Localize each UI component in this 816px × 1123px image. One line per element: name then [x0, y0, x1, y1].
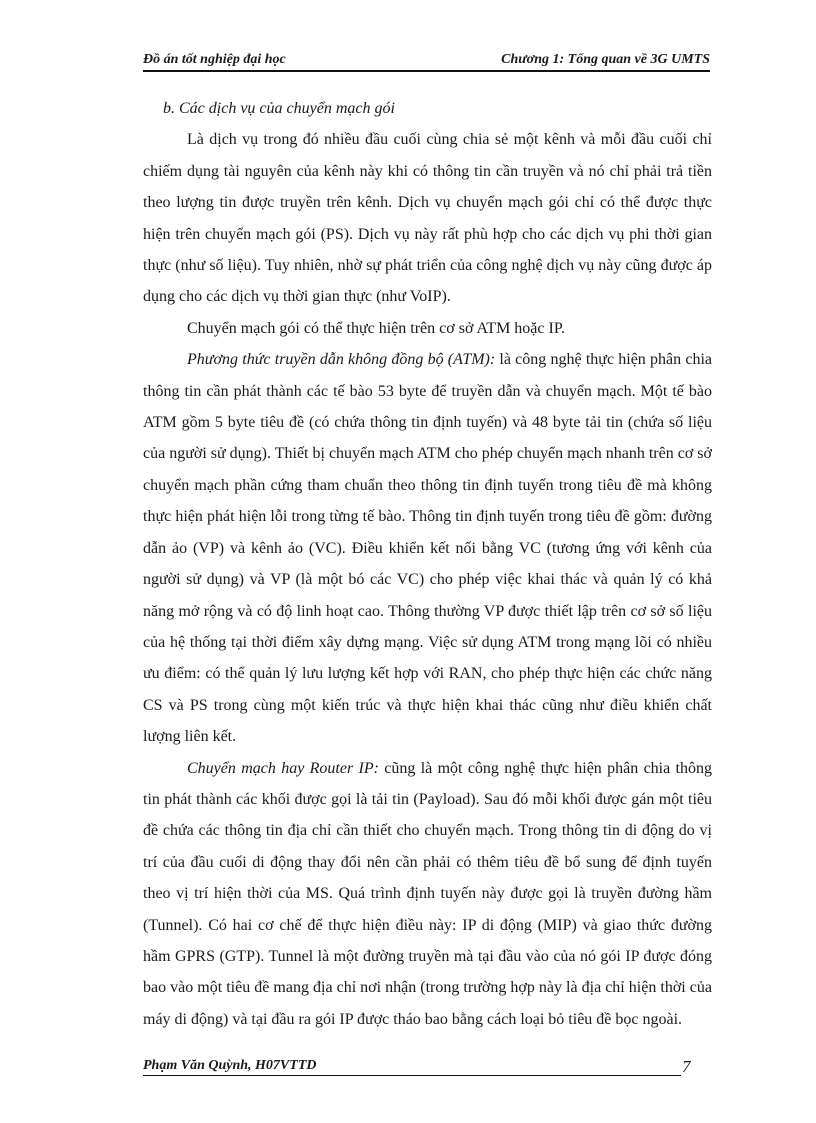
paragraph-router-ip-body: cũng là một công nghệ thực hiện phân chia thông tin phát thành các khối được gọi là tải tin (Payload). Sau đó mỗi khối được gán một tiêu đề chứa các thông tin địa chỉ cần thiết cho chuyển mạch. Trong thông tin di động do vị trí của đầu cuối di động thay đổi nên cần phải có thêm tiêu đề bổ sung để định tuyến theo vị trí hiện thời của MS. Quá trình định tuyến này được gọi là truyền đường hầm (Tunnel). Có hai cơ chế để thực hiện điều này: IP di động (MIP) và giao thức đường hầm GPRS (GTP). Tunnel là một đường truyền mà tại đầu vào của nó gói IP được đóng bao vào một tiêu đề mang địa chỉ nơi nhận (trong trường hợp này là địa chỉ hiện thời của máy di động) và tại đầu ra gói IP được tháo bao bằng cách loại bỏ tiêu đề bọc ngoài.	[143, 759, 713, 1028]
paragraph-atm	[143, 344, 712, 752]
section-title: b. Các dịch vụ của chuyển mạch gói	[163, 100, 395, 117]
paragraph-atm-body: là công nghệ thực hiện phân chia thông tin cần phát thành các tế bào 53 byte để truyền dẫn và chuyển mạch. Một tế bào ATM gồm 5 byte tiêu đề (có chứa thông tin định tuyến) và 48 byte tải tin (chứa số liệu của người sử dụng). Thiết bị chuyển mạch ATM cho phép chuyển mạch nhanh trên cơ sở chuyển mạch phần cứng tham chuẩn theo thông tin định tuyến trong tiêu đề mà không thực hiện phát hiện lỗi trong từng tế bào. Thông tin định tuyến trong tiêu đề gồm: đường dẫn ảo (VP) và kênh ảo (VC). Điều khiển kết nối bằng VC (tương ứng với kênh của người sử dụng) và VP (là một bó các VC) cho phép việc khai thác và quản lý có khả năng mở rộng và có độ linh hoạt cao. Thông thường VP được thiết lập trên cơ sở số liệu của hệ thống tại thời điểm xây dựng mạng. Việc sử dụng ATM trong mạng lõi có nhiều ưu điểm: có thể quản lý lưu lượng kết hợp với RAN, cho phép thực hiện các chức năng CS và PS trong cùng một kiến trúc và thực hiện khai thác cũng như điều khiển chất lượng liên kết.	[143, 351, 712, 746]
paragraph-atm-ip: Chuyển mạch gói có thể thực hiện trên cơ sở ATM hoặc IP.	[187, 319, 565, 337]
footer-author: Phạm Văn Quỳnh, H07VTTD	[143, 1058, 317, 1073]
header-document-title: Đồ án tốt nghiệp đại học	[143, 52, 286, 67]
term-atm: Phương thức truyền dẫn không đồng bộ (ATM):	[187, 351, 496, 369]
page-footer	[143, 1060, 681, 1076]
paragraph-router-ip	[143, 753, 712, 1036]
page-number: 7	[682, 1057, 691, 1076]
paragraph-intro: Là dịch vụ trong đó nhiều đầu cuối cùng chia sẻ một kênh và mỗi đầu cuối chỉ chiếm dụng tài nguyên của kênh này khi có thông tin cần truyền và nó chỉ phải trả tiền theo lượng tin được truyền trên kênh. Dịch vụ chuyển mạch gói chỉ có thể được thực hiện trên chuyển mạch gói (PS). Dịch vụ này rất phù hợp cho các dịch vụ phi thời gian thực (như số liệu). Tuy nhiên, nhờ sự phát triển của công nghệ dịch vụ này cũng được áp dụng cho các dịch vụ thời gian thực (như VoIP).	[143, 131, 712, 306]
header-chapter-title: Chương 1: Tổng quan về 3G UMTS	[501, 52, 710, 67]
page-header	[143, 50, 710, 72]
page-body	[143, 93, 712, 1035]
term-router-ip: Chuyển mạch hay Router IP:	[187, 759, 379, 777]
